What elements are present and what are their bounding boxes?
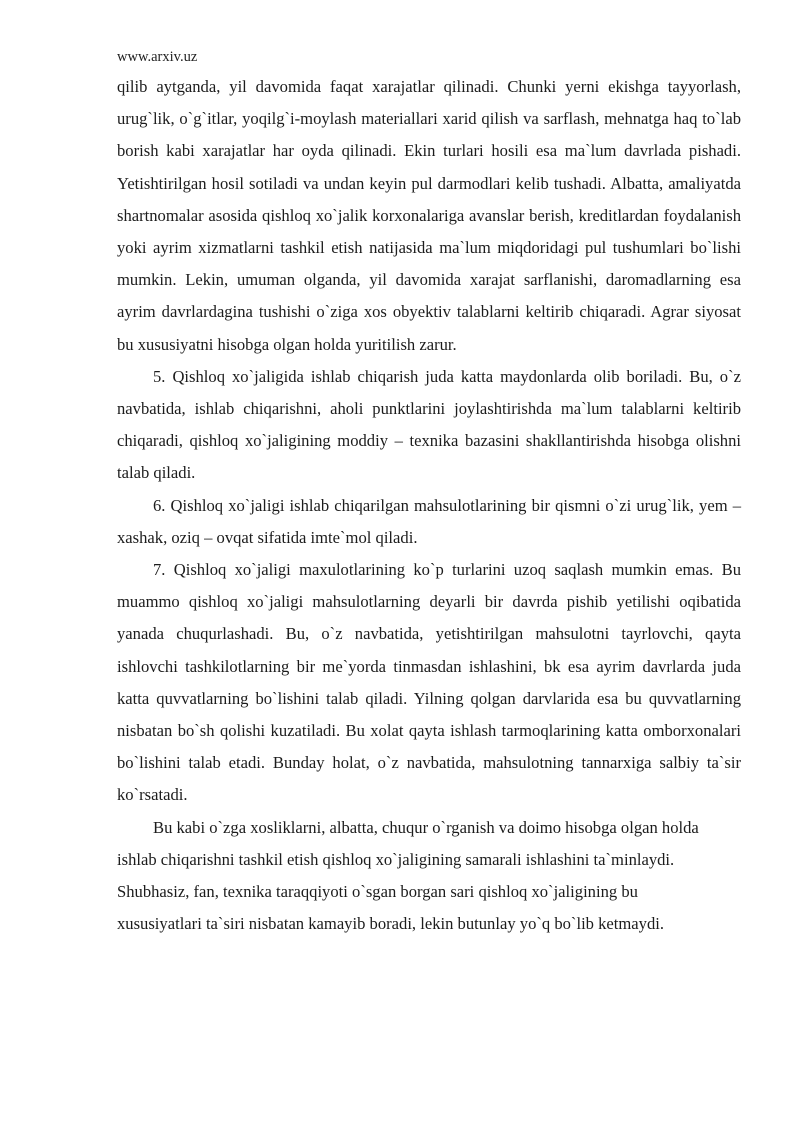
paragraph-item-6: 6. Qishloq xo`jaligi ishlab chiqarilgan mahsulotlarining bir qismni o`zi urug`lik, yem – xashak, oziq – ovqat sifatida imte`mol qiladi. — [117, 495, 741, 547]
site-header[interactable]: www.arxiv.uz — [117, 49, 198, 65]
document-body — [117, 71, 741, 940]
paragraph-continuation: qilib aytganda, yil davomida faqat xarajatlar qilinadi. Chunki yerni ekishga tayyorlash, urug`lik, o`g`itlar, yoqilg`i-moylash materiallari xarid qilish va sarflash, mehnatga haq to`lab borish kabi xarajatlar har oyda qilinadi. Ekin turlari hosili esa ma`lum davrlada pishadi. Yetishtirilgan hosil sotiladi va undan keyin pul darmodlari kelib tushadi. Albatta, amaliyatda shartnomalar asosida qishloq xo`jalik korxonalariga avanslar berish, kreditlardan foydalanish yoki ayrim xizmatlarni tashkil etish natijasida ma`lum miqdoridagi pul tushumlari bo`lishi mumkin. Lekin, umuman olganda, yil davomida xarajat sarflanishi, daromadlarning esa ayrim davrlardagina tushishi o`ziga xos obyektiv talablarni keltirib chiqaradi. Agrar siyosat bu xususiyatni hisobga olgan holda yuritilish zarur. — [117, 77, 741, 354]
paragraph-item-7: 7. Qishloq xo`jaligi maxulotlarining ko`p turlarini uzoq saqlash mumkin emas. Bu muammo qishloq xo`jaligi mahsulotlarning deyarli bir davrda pishib yetilishi oqibatida yanada chuqurlashadi. Bu, o`z navbatida, yetishtirilgan mahsulotni tayrlovchi, qayta ishlovchi tashkilotlarning bir me`yorda tinmasdan ishlashini, bk esa ayrim davrlarda juda katta quvvatlarning bo`lishini talab qiladi. Yilning qolgan darvlarida esa bu quvvatlarning nisbatan bo`sh qolishi kuzatiladi. Bu xolat qayta ishlash tarmoqlarining katta omborxonalari bo`lishini talab etadi. Bunday holat, o`z navbatida, mahsulotning tannarxiga salbiy ta`sir ko`rsatadi. — [117, 560, 741, 805]
paragraph-item-5: 5. Qishloq xo`jaligida ishlab chiqarish juda katta maydonlarda olib boriladi. Bu, o`z navbatida, ishlab chiqarishni, aholi punktlarini joylashtirishda ma`lum talablarni keltirib chiqaradi, qishloq xo`jaligining moddiy – texnika bazasini shakllantirishda hisobga olishni talab qiladi. — [117, 366, 741, 483]
paragraph-conclusion: Bu kabi o`zga xosliklarni, albatta, chuqur o`rganish va doimo hisobga olgan holda ishlab chiqarishni tashkil etish qishloq xo`jaligining samarali ishlashini ta`minlaydi. Shubhasiz, fan, texnika taraqqiyoti o`sgan borgan sari qishloq xo`jaligining bu xususiyatlari ta`siri nisbatan kamayib boradi, lekin butunlay yo`q bo`lib ketmaydi. — [117, 817, 699, 934]
